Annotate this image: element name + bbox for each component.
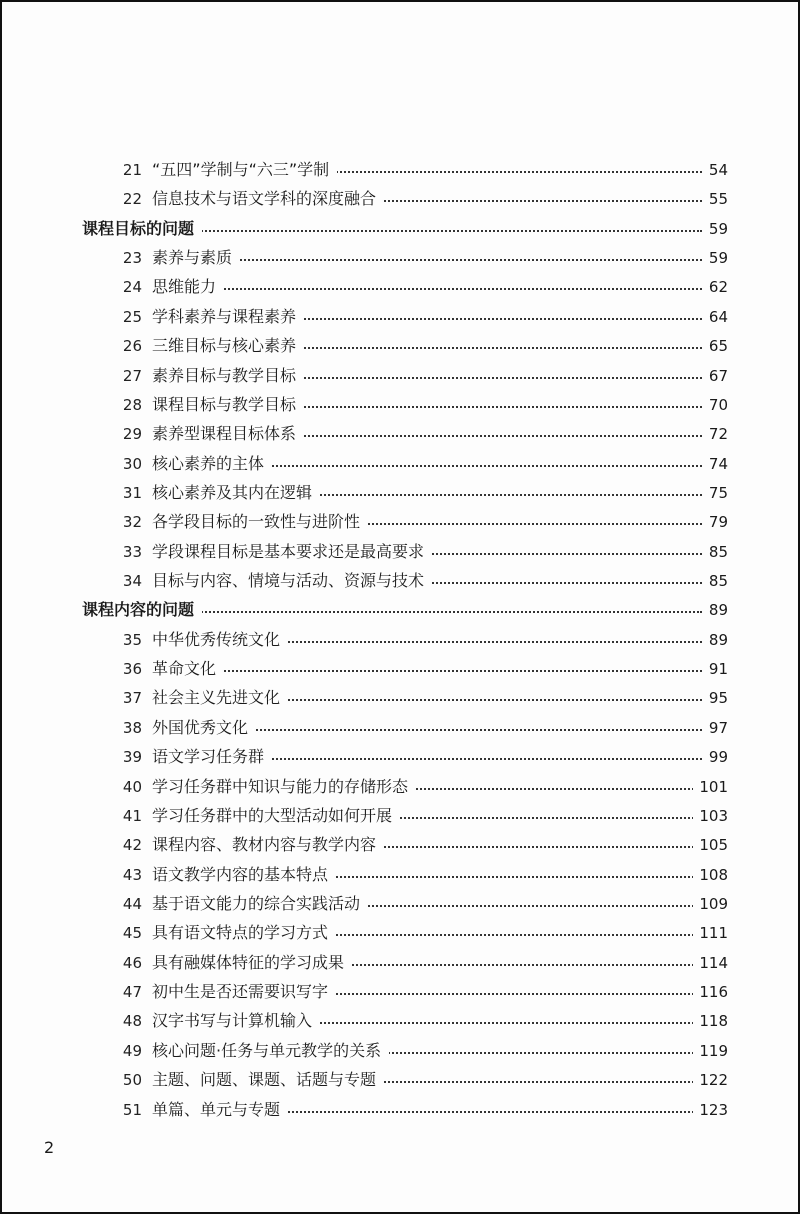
- toc-entry-title: 核心素养的主体: [152, 450, 272, 478]
- toc-entry-number: 37: [122, 689, 142, 708]
- toc-entry-row: [2, 743, 798, 771]
- toc-page-number: 67: [703, 362, 728, 390]
- toc-entry-row: [2, 391, 798, 419]
- toc-entry-row: [2, 1007, 798, 1035]
- toc-entry-number: 23: [122, 249, 142, 268]
- toc-page-number: 105: [693, 831, 728, 859]
- toc-page-number: 64: [703, 303, 728, 331]
- toc-entry-number: 47: [122, 983, 142, 1002]
- toc-page-number: 62: [703, 273, 728, 301]
- toc-entry-number: 41: [122, 806, 142, 825]
- toc-entry-row: [2, 1066, 798, 1094]
- toc-page-number: 75: [703, 479, 728, 507]
- toc-entry-row: [2, 508, 798, 536]
- toc-entry-row: [2, 420, 798, 448]
- toc-entry-title: 单篇、单元与专题: [152, 1096, 288, 1124]
- toc-page-number: 59: [703, 244, 728, 272]
- toc-page-number: 85: [703, 567, 728, 595]
- toc-entry-title: 汉字书写与计算机输入: [152, 1007, 320, 1035]
- dot-leader: [152, 288, 702, 290]
- toc-page-number: 79: [703, 508, 728, 536]
- toc-entry-title: 目标与内容、情境与活动、资源与技术: [152, 567, 432, 595]
- toc-page-number: 111: [693, 919, 728, 947]
- toc-entry-row: [2, 949, 798, 977]
- toc-entry-number: 36: [122, 660, 142, 679]
- toc-entry-row: [2, 332, 798, 360]
- toc-page-number: 89: [703, 596, 728, 624]
- toc-page-number: 55: [703, 185, 728, 213]
- toc-entry-title: 三维目标与核心素养: [152, 332, 304, 360]
- toc-entry-number: 32: [122, 513, 142, 532]
- toc-page-number: 109: [693, 890, 728, 918]
- toc-entry-row: [2, 1037, 798, 1065]
- toc-section-row: [2, 596, 798, 624]
- toc-entry-title: 语文教学内容的基本特点: [152, 861, 336, 889]
- toc-entry-title: 社会主义先进文化: [152, 684, 288, 712]
- toc-page-number: 59: [703, 215, 728, 243]
- toc-entry-number: 22: [122, 190, 142, 209]
- toc-section-row: [2, 215, 798, 243]
- toc-page-number: 97: [703, 714, 728, 742]
- toc-entry-title: 课程内容、教材内容与教学内容: [152, 831, 384, 859]
- toc-page-number: 85: [703, 538, 728, 566]
- toc-entry-number: 21: [122, 161, 142, 179]
- toc-entry-number: 26: [122, 337, 142, 356]
- toc-page-number: 101: [693, 773, 728, 801]
- toc-entry-title: 学习任务群中知识与能力的存储形态: [152, 773, 416, 801]
- toc-page-number: 123: [693, 1096, 728, 1124]
- toc-page-number: 119: [693, 1037, 728, 1065]
- toc-page-number: 89: [703, 626, 728, 654]
- toc-entry-row: [2, 684, 798, 712]
- toc-page-number: 122: [693, 1066, 728, 1094]
- toc-entry-title: 语文学习任务群: [152, 743, 272, 771]
- toc-entry-title: 素养目标与教学目标: [152, 362, 304, 390]
- toc-entry-number: 31: [122, 483, 142, 502]
- toc-page-number: 95: [703, 684, 728, 712]
- toc-entry-row: [2, 156, 798, 184]
- toc-page-number: 74: [703, 450, 728, 478]
- toc-entry-number: 35: [122, 630, 142, 649]
- toc-entry-title: 基于语文能力的综合实践活动: [152, 890, 368, 918]
- toc-entry-title: 革命文化: [152, 655, 224, 683]
- toc-entry-row: [2, 714, 798, 742]
- toc-entry-title: 核心问题·任务与单元教学的关系: [152, 1037, 389, 1065]
- toc-entry-number: 28: [122, 395, 142, 414]
- toc-entry-title: 素养型课程目标体系: [152, 420, 304, 448]
- toc-entry-row: [2, 655, 798, 683]
- toc-entry-number: 39: [122, 748, 142, 767]
- toc-entry-number: 48: [122, 1012, 142, 1031]
- toc-entry-row: [2, 802, 798, 830]
- toc-entry-title: 具有融媒体特征的学习成果: [152, 949, 352, 977]
- toc-entry-number: 33: [122, 542, 142, 561]
- toc-entry-number: 29: [122, 425, 142, 444]
- toc-entry-title: 主题、问题、课题、话题与专题: [152, 1066, 384, 1094]
- toc-entry-title: 具有语文特点的学习方式: [152, 919, 336, 947]
- toc-entry-number: 34: [122, 572, 142, 591]
- toc-entry-number: 42: [122, 836, 142, 855]
- toc-page-number: 99: [703, 743, 728, 771]
- toc-entry-title: 学习任务群中的大型活动如何开展: [152, 802, 400, 830]
- toc-entry-number: 50: [122, 1071, 142, 1090]
- toc-entry-title: 初中生是否还需要识写字: [152, 978, 336, 1006]
- toc-page-number: 118: [693, 1007, 728, 1035]
- toc-entry-row: [2, 538, 798, 566]
- toc-entry-number: 40: [122, 777, 142, 796]
- toc-entry-title: “五四”学制与“六三”学制: [152, 156, 337, 184]
- toc-entry-row: [2, 567, 798, 595]
- toc-entry-number: 49: [122, 1041, 142, 1060]
- toc-entry-number: 44: [122, 895, 142, 913]
- toc-entry-title: 各学段目标的一致性与进阶性: [152, 508, 368, 536]
- toc-entry-number: 27: [122, 366, 142, 385]
- toc-entry-row: [2, 626, 798, 654]
- toc-entry-row: [2, 450, 798, 478]
- toc-entry-row: [2, 831, 798, 859]
- toc-entry-title: 信息技术与语文学科的深度融合: [152, 185, 384, 213]
- toc-entry-row: [2, 244, 798, 272]
- toc-entry-row: [2, 919, 798, 947]
- toc-page-number: 108: [693, 861, 728, 889]
- toc-entry-number: 51: [122, 1100, 142, 1119]
- toc-entry-number: 30: [122, 454, 142, 473]
- toc-entry-row: [2, 773, 798, 801]
- toc-section-title: 课程目标的问题: [82, 215, 202, 243]
- toc-entry-row: [2, 362, 798, 390]
- toc-page-number: 114: [693, 949, 728, 977]
- toc-entry-row: [2, 185, 798, 213]
- toc-page-number: 65: [703, 332, 728, 360]
- toc-entry-title: 课程目标与教学目标: [152, 391, 304, 419]
- toc-entry-number: 43: [122, 865, 142, 884]
- toc-entry-number: 25: [122, 307, 142, 326]
- toc-entry-row: [2, 861, 798, 889]
- page-number: 2: [44, 1138, 55, 1157]
- toc-entry-title: 核心素养及其内在逻辑: [152, 479, 320, 507]
- toc-entry-row: [2, 978, 798, 1006]
- toc-page-number: 70: [703, 391, 728, 419]
- dot-leader: [152, 670, 702, 672]
- toc-entry-title: 素养与素质: [152, 244, 240, 272]
- toc-entry-row: [2, 1096, 798, 1124]
- toc-entry-row: [2, 303, 798, 331]
- toc-page-number: 91: [703, 655, 728, 683]
- toc-entry-title: 学科素养与课程素养: [152, 303, 304, 331]
- toc-entry-row: [2, 479, 798, 507]
- toc-page-number: 116: [693, 978, 728, 1006]
- toc-entry-title: 外国优秀文化: [152, 714, 256, 742]
- toc-entry-row: [2, 273, 798, 301]
- toc-page-number: 72: [703, 420, 728, 448]
- toc-section-title: 课程内容的问题: [82, 596, 202, 624]
- toc-page-number: 54: [703, 156, 728, 184]
- toc-entry-title: 中华优秀传统文化: [152, 626, 288, 654]
- toc-entry-row: [2, 890, 798, 918]
- toc-entry-number: 45: [122, 924, 142, 943]
- toc-entry-number: 38: [122, 718, 142, 737]
- toc-entry-number: 24: [122, 278, 142, 297]
- toc-page-number: 103: [693, 802, 728, 830]
- toc-entry-title: 学段课程目标是基本要求还是最高要求: [152, 538, 432, 566]
- toc-entry-number: 46: [122, 953, 142, 972]
- toc-entry-title: 思维能力: [152, 273, 224, 301]
